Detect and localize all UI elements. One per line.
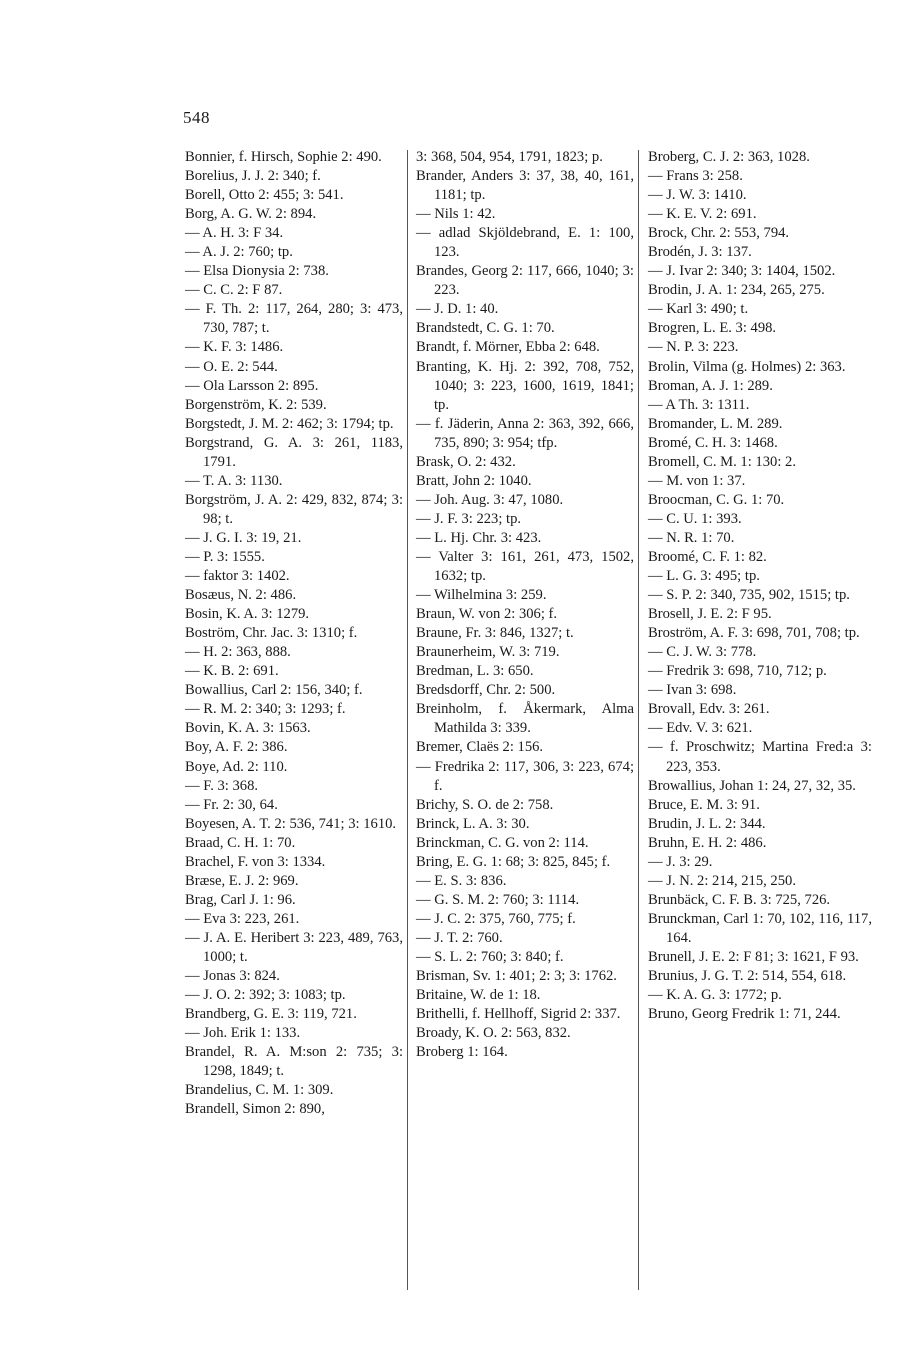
index-entry: Bruce, E. M. 3: 91. xyxy=(648,796,760,813)
index-entry: Braad, C. H. 1: 70. xyxy=(185,834,296,851)
index-entry: Brandstedt, C. G. 1: 70. xyxy=(416,320,555,337)
index-entry: Borgstrand, G. A. 3: 261, 1183, 1791. xyxy=(185,434,403,470)
index-entry: Bratt, John 2: 1040. xyxy=(416,472,532,489)
index-entry: — C. J. W. 3: 778. xyxy=(648,644,757,661)
index-entry: Borg, A. G. W. 2: 894. xyxy=(185,206,317,223)
index-entry: — K. F. 3: 1486. xyxy=(185,339,284,356)
index-entry: — S. P. 2: 340, 735, 902, 1515; tp. xyxy=(648,587,850,604)
index-entry: — E. S. 3: 836. xyxy=(416,872,507,889)
index-entry: Brisman, Sv. 1: 401; 2: 3; 3: 1762. xyxy=(416,968,617,985)
index-entry: Branting, K. Hj. 2: 392, 708, 752, 1040; 3: 223, 1600, 1619, 1841; tp. xyxy=(416,358,634,413)
index-entry: Boström, Chr. Jac. 3: 1310; f. xyxy=(185,625,358,642)
index-entry: — J. W. 3: 1410. xyxy=(648,187,747,204)
index-entry: — Frans 3: 258. xyxy=(648,168,743,185)
index-entry: — Jonas 3: 824. xyxy=(185,968,280,985)
index-entry: Brag, Carl J. 1: 96. xyxy=(185,891,296,908)
index-entry: Britaine, W. de 1: 18. xyxy=(416,987,541,1004)
index-entry: — f. Proschwitz; Martina Fred:a 3: 223, 353. xyxy=(648,739,872,775)
index-entry: Breinholm, f. Åkermark, Alma Mathilda 3: 339. xyxy=(416,701,634,737)
index-entry: Boy, A. F. 2: 386. xyxy=(185,739,288,756)
index-entry: — adlad Skjöldebrand, E. 1: 100, 123. xyxy=(416,225,634,261)
index-entry: Brunbäck, C. F. B. 3: 725, 726. xyxy=(648,891,831,908)
index-entry: — faktor 3: 1402. xyxy=(185,568,290,585)
index-entry: — Ola Larsson 2: 895. xyxy=(185,377,319,394)
index-entry: — Fredrika 2: 117, 306, 3: 223, 674; f. xyxy=(416,758,634,794)
index-entry: — K. E. V. 2: 691. xyxy=(648,206,757,223)
index-entry: Brithelli, f. Hellhoff, Sigrid 2: 337. xyxy=(416,1006,621,1023)
index-entry: Brudin, J. L. 2: 344. xyxy=(648,815,766,832)
index-entry: Borgstedt, J. M. 2: 462; 3: 1794; tp. xyxy=(185,415,394,432)
index-entry: — J. A. E. Heribert 3: 223, 489, 763, 1000; t. xyxy=(185,929,403,965)
index-entry: 3: 368, 504, 954, 1791, 1823; p. xyxy=(416,149,603,165)
index-entry: — J. C. 2: 375, 760, 775; f. xyxy=(416,910,576,927)
index-entry: Borell, Otto 2: 455; 3: 541. xyxy=(185,187,344,204)
index-column-2 xyxy=(416,148,634,1062)
index-entry: Brandberg, G. E. 3: 119, 721. xyxy=(185,1006,357,1023)
index-entry: — L. Hj. Chr. 3: 423. xyxy=(416,529,542,546)
index-entry: Brandel, R. A. M:son 2: 735; 3: 1298, 1849; t. xyxy=(185,1044,403,1080)
index-entry: Brosell, J. E. 2: F 95. xyxy=(648,606,772,623)
index-entry: Bredman, L. 3: 650. xyxy=(416,663,534,680)
index-entry: Brander, Anders 3: 37, 38, 40, 161, 1181; tp. xyxy=(416,168,634,204)
index-entry: Boye, Ad. 2: 110. xyxy=(185,758,288,775)
index-entry: — J. Ivar 2: 340; 3: 1404, 1502. xyxy=(648,263,836,280)
index-entry: — J. N. 2: 214, 215, 250. xyxy=(648,872,796,889)
index-entry: — Eva 3: 223, 261. xyxy=(185,910,300,927)
index-entry: Bromé, C. H. 3: 1468. xyxy=(648,434,778,451)
index-entry: Brock, Chr. 2: 553, 794. xyxy=(648,225,790,242)
index-entry: Broberg 1: 164. xyxy=(416,1044,508,1061)
index-entry: Braune, Fr. 3: 846, 1327; t. xyxy=(416,625,574,642)
index-entry: Brodén, J. 3: 137. xyxy=(648,244,752,261)
index-entry: Bruhn, E. H. 2: 486. xyxy=(648,834,767,851)
index-entry: Bruno, Georg Fredrik 1: 71, 244. xyxy=(648,1006,841,1023)
index-entry: — A. J. 2: 760; tp. xyxy=(185,244,293,261)
index-entry: — J. F. 3: 223; tp. xyxy=(416,510,522,527)
index-entry: — M. von 1: 37. xyxy=(648,472,746,489)
index-column-1 xyxy=(185,148,403,1119)
index-entry: Borgenström, K. 2: 539. xyxy=(185,396,327,413)
index-entry: — Valter 3: 161, 261, 473, 1502, 1632; tp. xyxy=(416,548,634,585)
index-entry: Brandelius, C. M. 1: 309. xyxy=(185,1082,334,1099)
index-entry: — Nils 1: 42. xyxy=(416,206,496,223)
index-entry: — Fr. 2: 30, 64. xyxy=(185,796,278,813)
column-divider xyxy=(407,150,408,1290)
index-entry: Brandell, Simon 2: 890, xyxy=(185,1101,325,1118)
index-entry: Bosin, K. A. 3: 1279. xyxy=(185,606,310,623)
index-entry: — J. T. 2: 760. xyxy=(416,929,503,946)
index-entry: — Wilhelmina 3: 259. xyxy=(416,587,547,604)
index-entry: Bonnier, f. Hirsch, Sophie 2: 490. xyxy=(185,149,382,165)
index-entry: Broocman, C. G. 1: 70. xyxy=(648,491,785,508)
index-entry: Bremer, Claës 2: 156. xyxy=(416,739,544,756)
index-entry: Brodin, J. A. 1: 234, 265, 275. xyxy=(648,282,825,299)
index-entry: — K. A. G. 3: 1772; p. xyxy=(648,987,782,1004)
index-entry: — N. R. 1: 70. xyxy=(648,529,735,546)
index-entry: — N. P. 3: 223. xyxy=(648,339,739,356)
index-entry: Brovall, Edv. 3: 261. xyxy=(648,701,770,718)
index-entry: Bromander, L. M. 289. xyxy=(648,415,783,432)
index-entry: Brask, O. 2: 432. xyxy=(416,453,516,470)
index-entry: Bredsdorff, Chr. 2: 500. xyxy=(416,682,556,699)
index-entry: — J. O. 2: 392; 3: 1083; tp. xyxy=(185,987,346,1004)
index-entry: — S. L. 2: 760; 3: 840; f. xyxy=(416,948,564,965)
index-entry: Braunerheim, W. 3: 719. xyxy=(416,644,560,661)
index-entry: Broman, A. J. 1: 289. xyxy=(648,377,773,394)
index-entry: — C. C. 2: F 87. xyxy=(185,282,283,299)
index-entry: — J. D. 1: 40. xyxy=(416,301,499,318)
index-entry: — J. 3: 29. xyxy=(648,853,713,870)
index-entry: Bosæus, N. 2: 486. xyxy=(185,587,297,604)
index-entry: Broady, K. O. 2: 563, 832. xyxy=(416,1025,571,1042)
index-entry: Brichy, S. O. de 2: 758. xyxy=(416,796,554,813)
column-divider xyxy=(638,150,639,1290)
index-entry: — C. U. 1: 393. xyxy=(648,510,742,527)
index-entry: Boyesen, A. T. 2: 536, 741; 3: 1610. xyxy=(185,815,397,832)
index-entry: — K. B. 2: 691. xyxy=(185,663,279,680)
index-entry: Borelius, J. J. 2: 340; f. xyxy=(185,168,321,185)
index-entry: — Fredrik 3: 698, 710, 712; p. xyxy=(648,663,827,680)
index-entry: Browallius, Johan 1: 24, 27, 32, 35. xyxy=(648,777,856,794)
index-entry: Brunell, J. E. 2: F 81; 3: 1621, F 93. xyxy=(648,948,859,965)
index-entry: Borgström, J. A. 2: 429, 832, 874; 3: 98; t. xyxy=(185,491,403,527)
index-entry: — R. M. 2: 340; 3: 1293; f. xyxy=(185,701,346,718)
index-entry: — L. G. 3: 495; tp. xyxy=(648,568,760,585)
index-column-3 xyxy=(648,148,872,1024)
index-entry: — Karl 3: 490; t. xyxy=(648,301,749,318)
index-entry: — Elsa Dionysia 2: 738. xyxy=(185,263,329,280)
index-entry: Brandt, f. Mörner, Ebba 2: 648. xyxy=(416,339,600,356)
index-entry: — P. 3: 1555. xyxy=(185,548,265,565)
index-entry: Bræse, E. J. 2: 969. xyxy=(185,872,299,889)
index-entry: — Edv. V. 3: 621. xyxy=(648,720,753,737)
index-entry: Bowallius, Carl 2: 156, 340; f. xyxy=(185,682,363,699)
index-entry: — f. Jäderin, Anna 2: 363, 392, 666, 735, 890; 3: 954; tfp. xyxy=(416,415,634,451)
index-entry: — G. S. M. 2: 760; 3: 1114. xyxy=(416,891,580,908)
index-entry: — O. E. 2: 544. xyxy=(185,358,278,375)
index-entry: Braun, W. von 2: 306; f. xyxy=(416,606,558,623)
index-entry: Brolin, Vilma (g. Holmes) 2: 363. xyxy=(648,358,846,375)
index-entry: — F. 3: 368. xyxy=(185,777,259,794)
index-entry: Brunius, J. G. T. 2: 514, 554, 618. xyxy=(648,968,847,985)
index-entry: Brinckman, C. G. von 2: 114. xyxy=(416,834,589,851)
index-entry: Bring, E. G. 1: 68; 3: 825, 845; f. xyxy=(416,853,611,870)
index-entry: Brachel, F. von 3: 1334. xyxy=(185,853,326,870)
index-entry: Broberg, C. J. 2: 363, 1028. xyxy=(648,149,810,165)
index-entry: — H. 2: 363, 888. xyxy=(185,644,291,661)
index-entry: Brogren, L. E. 3: 498. xyxy=(648,320,777,337)
index-entry: — A. H. 3: F 34. xyxy=(185,225,284,242)
index-entry: Bromell, C. M. 1: 130: 2. xyxy=(648,453,796,470)
index-entry: — J. G. I. 3: 19, 21. xyxy=(185,529,302,546)
index-entry: Brunckman, Carl 1: 70, 102, 116, 117, 164. xyxy=(648,910,872,946)
index-entry: Brandes, Georg 2: 117, 666, 1040; 3: 223. xyxy=(416,263,634,299)
index-entry: — Ivan 3: 698. xyxy=(648,682,737,699)
index-entry: Brinck, L. A. 3: 30. xyxy=(416,815,530,832)
index-entry: — Joh. Aug. 3: 47, 1080. xyxy=(416,491,564,508)
index-entry: Bovin, K. A. 3: 1563. xyxy=(185,720,311,737)
index-entry: — Joh. Erik 1: 133. xyxy=(185,1025,301,1042)
page-number: 548 xyxy=(183,108,210,127)
index-entry: Broomé, C. F. 1: 82. xyxy=(648,548,767,565)
index-entry: — A Th. 3: 1311. xyxy=(648,396,750,413)
index-entry: — T. A. 3: 1130. xyxy=(185,472,283,489)
index-entry: Broström, A. F. 3: 698, 701, 708; tp. xyxy=(648,625,860,642)
index-entry: — F. Th. 2: 117, 264, 280; 3: 473, 730, 787; t. xyxy=(185,301,403,337)
